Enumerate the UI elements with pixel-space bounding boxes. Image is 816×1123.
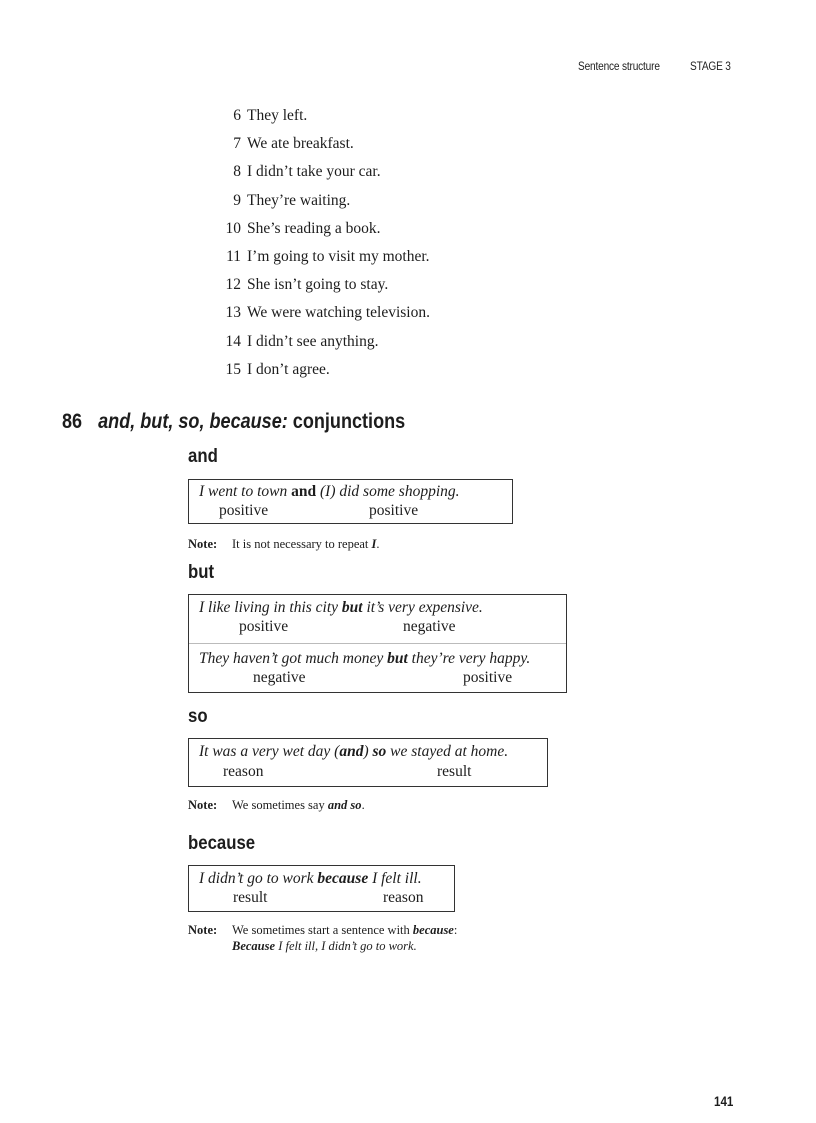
section-title-rest: conjunctions — [287, 410, 406, 433]
because-note — [188, 923, 457, 938]
item-number: 12 — [225, 276, 241, 294]
item-text: We were watching television. — [247, 304, 430, 322]
label-right: reason — [383, 889, 424, 906]
example-keyword: and — [339, 743, 364, 760]
label-left: negative — [253, 669, 306, 686]
example-part: we stayed at home. — [386, 743, 509, 760]
label-right: result — [437, 763, 472, 780]
label-right: negative — [403, 618, 456, 635]
example-part: it’s very expensive. — [362, 599, 483, 616]
example-sentence — [199, 743, 508, 761]
note-example-text: I felt ill, I didn’t go to work. — [275, 939, 417, 953]
because-heading: because — [188, 832, 256, 854]
and-example-box — [188, 479, 513, 524]
example-part: I felt ill. — [368, 870, 422, 887]
note-text: It is not necessary to repeat — [232, 537, 372, 551]
note-emphasis: because — [412, 923, 454, 937]
so-example-box — [188, 738, 548, 787]
example-sentence — [199, 483, 460, 501]
list-item — [216, 219, 430, 247]
list-item — [216, 247, 430, 275]
list-item — [216, 303, 430, 331]
but-example-box — [188, 594, 567, 693]
note-end: . — [376, 537, 380, 551]
note-end: : — [453, 923, 458, 937]
section-number: 86 — [62, 410, 83, 433]
item-text: I don’t agree. — [247, 360, 330, 378]
section-heading — [62, 410, 405, 434]
and-heading: and — [188, 445, 218, 467]
example-sentence — [199, 870, 422, 888]
item-text: They’re waiting. — [247, 191, 351, 209]
label-left: positive — [239, 618, 289, 635]
example-part: they’re very happy. — [407, 650, 531, 667]
running-header-title: Sentence structure — [578, 61, 660, 73]
example-part: (I) did some shopping. — [316, 483, 460, 500]
list-item — [216, 162, 430, 190]
so-heading: so — [188, 705, 208, 727]
list-item — [216, 134, 430, 162]
but-heading: but — [188, 561, 215, 583]
item-number: 9 — [233, 191, 241, 209]
page-number: 141 — [714, 1094, 734, 1109]
divider — [189, 643, 566, 644]
example-part: I didn’t go to work — [199, 870, 318, 887]
example-part: ) — [363, 743, 373, 760]
example-keyword: and — [291, 483, 317, 500]
note-text: We sometimes start a sentence with — [232, 923, 413, 937]
note-label: Note: — [188, 798, 218, 812]
item-number: 8 — [233, 163, 241, 181]
running-header-stage: STAGE 3 — [690, 61, 731, 73]
item-text: She isn’t going to stay. — [247, 276, 389, 294]
so-note — [188, 798, 365, 813]
because-note-example — [232, 939, 417, 954]
note-emphasis: I — [371, 537, 377, 551]
exercise-list — [216, 106, 430, 388]
list-item — [216, 360, 430, 388]
example-part: I like living in this city — [199, 599, 342, 616]
item-text: I’m going to visit my mother. — [247, 247, 430, 265]
example-part: I went to town — [199, 483, 292, 500]
item-text: She’s reading a book. — [247, 219, 381, 237]
item-number: 14 — [225, 332, 241, 350]
note-label: Note: — [188, 537, 218, 551]
item-number: 13 — [225, 304, 241, 322]
note-emphasis: and so — [327, 798, 362, 812]
item-number: 6 — [233, 107, 241, 124]
label-right: positive — [463, 669, 513, 686]
note-end: . — [361, 798, 365, 812]
example-sentence — [199, 650, 530, 668]
label-left: result — [233, 889, 268, 906]
example-keyword: but — [341, 599, 363, 616]
list-item — [216, 332, 430, 360]
item-number: 11 — [226, 247, 241, 265]
label-right: positive — [369, 502, 419, 519]
example-part: It was a very wet day ( — [199, 743, 340, 760]
example-keyword: so — [372, 743, 387, 760]
label-left: reason — [223, 763, 264, 780]
section-title-italic: and, but, so, because: — [98, 410, 288, 433]
because-example-box — [188, 865, 455, 912]
item-number: 15 — [225, 360, 241, 378]
label-left: positive — [219, 502, 269, 519]
example-sentence — [199, 599, 483, 617]
example-keyword: but — [387, 650, 408, 667]
item-text: I didn’t see anything. — [247, 332, 379, 350]
example-keyword: because — [317, 870, 369, 887]
list-item — [216, 275, 430, 303]
item-text: I didn’t take your car. — [247, 163, 381, 181]
item-number: 7 — [233, 135, 241, 153]
list-item — [216, 106, 430, 134]
note-text: We sometimes say — [232, 798, 328, 812]
item-number: 10 — [225, 219, 241, 237]
note-label: Note: — [188, 923, 218, 937]
and-note — [188, 537, 380, 552]
item-text: We ate breakfast. — [247, 135, 354, 153]
note-emphasis: Because — [232, 939, 276, 953]
item-text: They left. — [247, 107, 308, 124]
list-item — [216, 191, 430, 219]
example-part: They haven’t got much money — [199, 650, 388, 667]
